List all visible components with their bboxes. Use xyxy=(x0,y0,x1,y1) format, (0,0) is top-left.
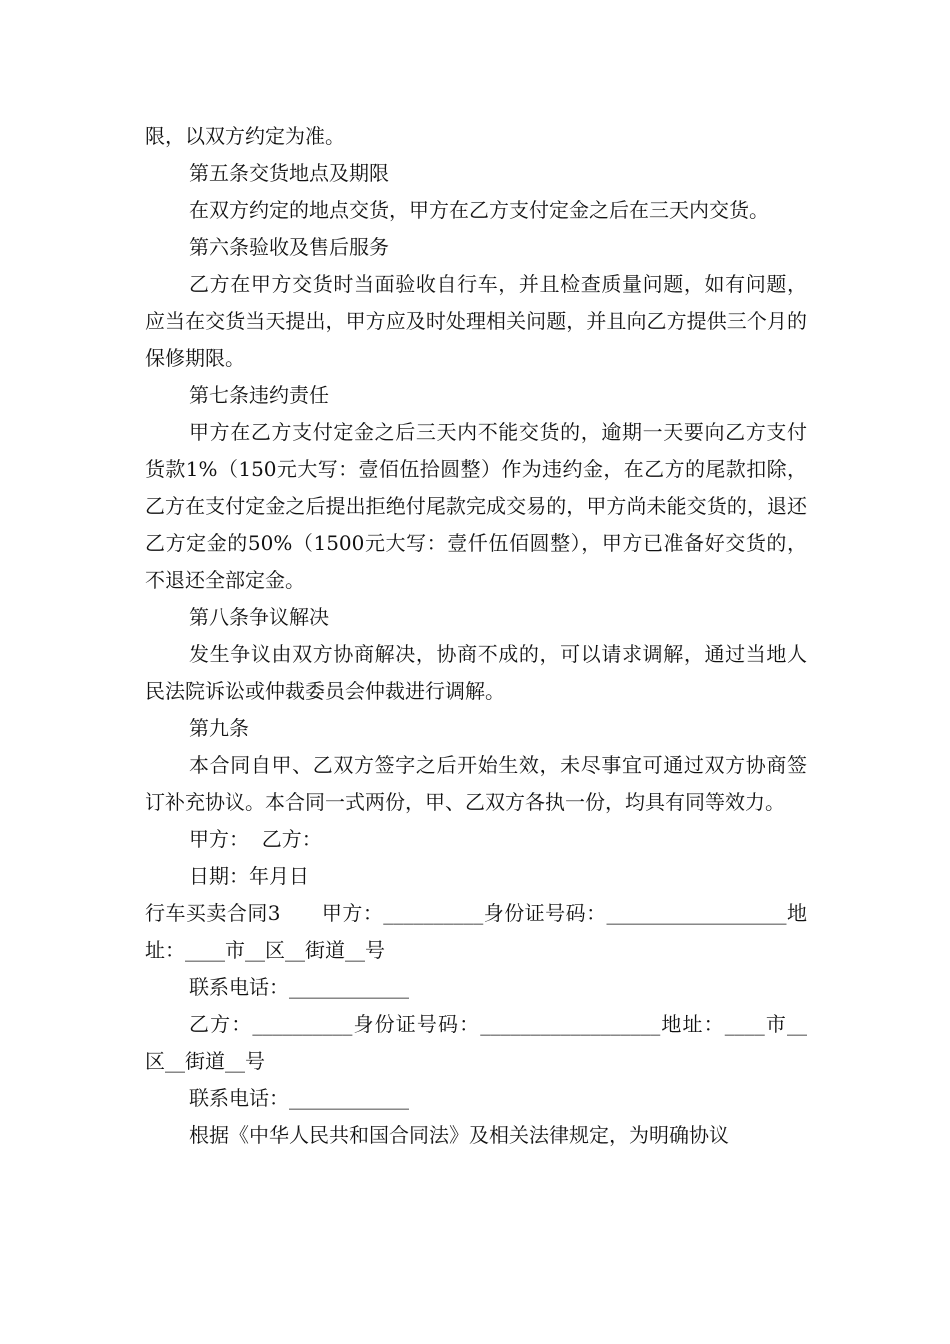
article-7-body: 甲方在乙方支付定金之后三天内不能交货的，逾期一天要向乙方支付货款1%（150元大写：壹佰伍拾圆整）作为违约金，在乙方的尾款扣除，乙方在支付定金之后提出拒绝付尾款完成交易的，甲方尚未能交货的，退还乙方定金的50%（1500元大写：壹仟伍佰圆整），甲方已准备好交货的，不退还全部定金。 xyxy=(145,420,807,592)
article-6-body: 乙方在甲方交货时当面验收自行车，并且检查质量问题，如有问题，应当在交货当天提出，甲方应及时处理相关问题，并且向乙方提供三个月的保修期限。 xyxy=(145,272,807,370)
preamble-paragraph: 根据《中华人民共和国合同法》及相关法律规定，为明确协议 xyxy=(189,1123,729,1147)
article-7-heading: 第七条违约责任 xyxy=(189,383,329,407)
article-6-heading: 第六条验收及售后服务 xyxy=(189,235,389,259)
article-5-heading: 第五条交货地点及期限 xyxy=(189,161,389,185)
article-5-body: 在双方约定的地点交货，甲方在乙方支付定金之后在三天内交货。 xyxy=(189,198,769,222)
article-9-heading: 第九条 xyxy=(189,716,249,740)
article-9-body: 本合同自甲、乙双方签字之后开始生效，未尽事宜可通过双方协商签订补充协议。本合同一式两份，甲、乙双方各执一份，均具有同等效力。 xyxy=(145,753,807,814)
article-8-heading: 第八条争议解决 xyxy=(189,605,329,629)
signature-parties: 甲方： 乙方： xyxy=(189,827,322,851)
document-body xyxy=(145,118,807,1154)
party-b-phone: 联系电话：____________ xyxy=(189,1086,409,1110)
paragraph-1: 限，以双方约定为准。 xyxy=(145,124,345,148)
signature-date: 日期：年月日 xyxy=(189,864,309,888)
contract-3-party-a-line: 行车买卖合同3 甲方：__________身份证号码：______________⁠____地址：____市__区__街道__号 xyxy=(145,901,807,962)
article-8-body: 发生争议由双方协商解决，协商不成的，可以请求调解，通过当地人民法院诉讼或仲裁委员会仲裁进行调解。 xyxy=(145,642,807,703)
party-a-phone: 联系电话：____________ xyxy=(189,975,409,999)
party-b-line: 乙方：__________身份证号码：__________________地址：____市__区__街道__号 xyxy=(145,1012,807,1073)
